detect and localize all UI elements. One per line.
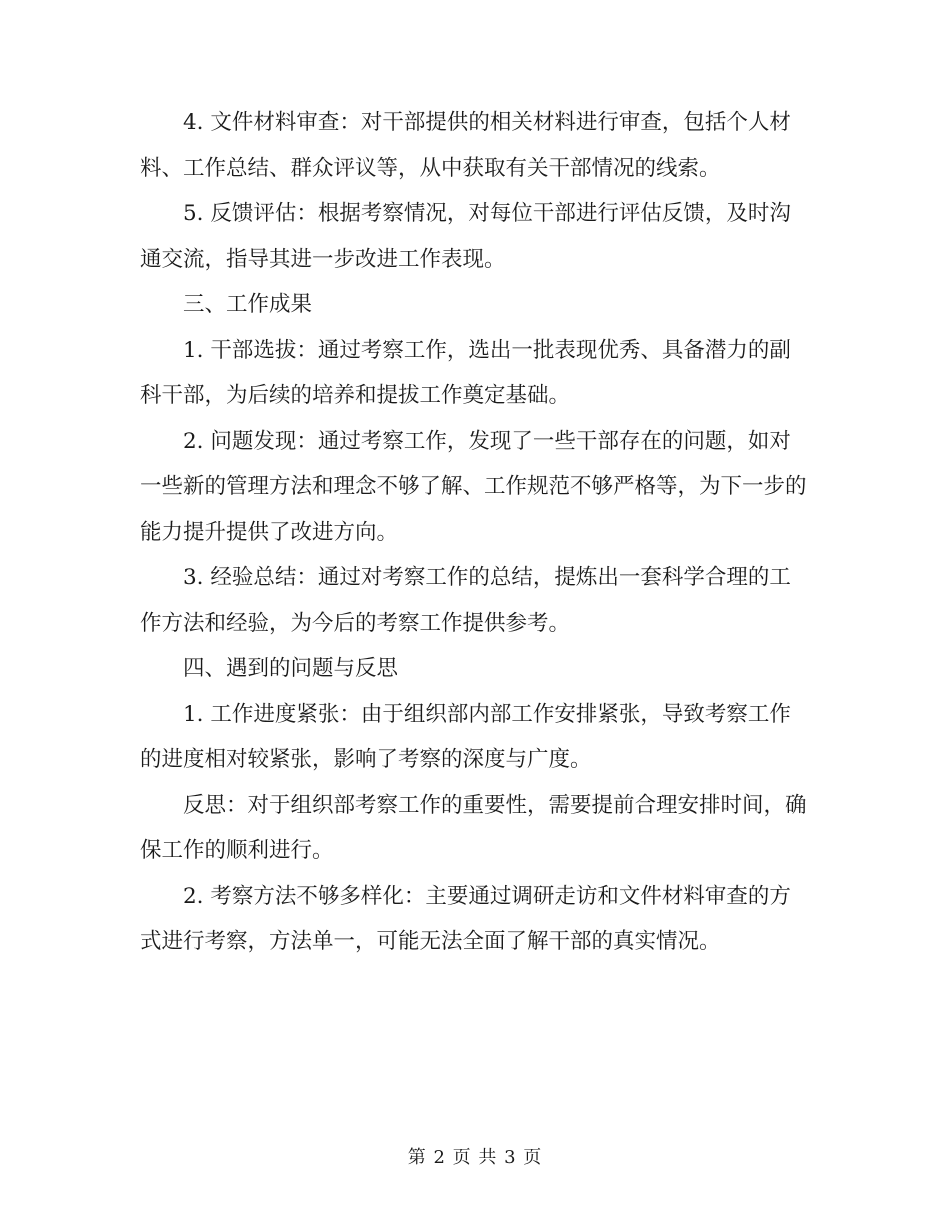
paragraph-tight-schedule: 1. 工作进度紧张：由于组织部内部工作安排紧张，导致考察工作的进度相对较紧张，影响了考察的深度与广度。 (140, 701, 791, 772)
paragraph-reflection: 反思：对于组织部考察工作的重要性，需要提前合理安排时间，确保工作的顺利进行。 (140, 792, 807, 863)
paragraph-experience-summary: 3. 经验总结：通过对考察工作的总结，提炼出一套科学合理的工作方法和经验，为今后的考察工作提供参考。 (140, 565, 791, 636)
page-number-footer: 第 2 页 共 3 页 (407, 1147, 543, 1168)
paragraph-feedback-evaluation: 5. 反馈评估：根据考察情况，对每位干部进行评估反馈，及时沟通交流，指导其进一步改进工作表现。 (140, 201, 791, 272)
paragraph-file-review: 4. 文件材料审查：对干部提供的相关材料进行审查，包括个人材料、工作总结、群众评议等，从中获取有关干部情况的线索。 (140, 110, 791, 181)
document-body (140, 100, 810, 965)
paragraph-limited-methods: 2. 考察方法不够多样化：主要通过调研走访和文件材料审查的方式进行考察，方法单一，可能无法全面了解干部的真实情况。 (140, 883, 791, 954)
section-heading-work-results: 三、工作成果 (183, 292, 313, 317)
section-heading-problems-reflection: 四、遇到的问题与反思 (183, 656, 399, 681)
paragraph-problem-discovery: 2. 问题发现：通过考察工作，发现了一些干部存在的问题，如对一些新的管理方法和理念不够了解、工作规范不够严格等，为下一步的能力提升提供了改进方向。 (140, 428, 807, 545)
paragraph-cadre-selection: 1. 干部选拔：通过考察工作，选出一批表现优秀、具备潜力的副科干部，为后续的培养和提拔工作奠定基础。 (140, 337, 791, 408)
